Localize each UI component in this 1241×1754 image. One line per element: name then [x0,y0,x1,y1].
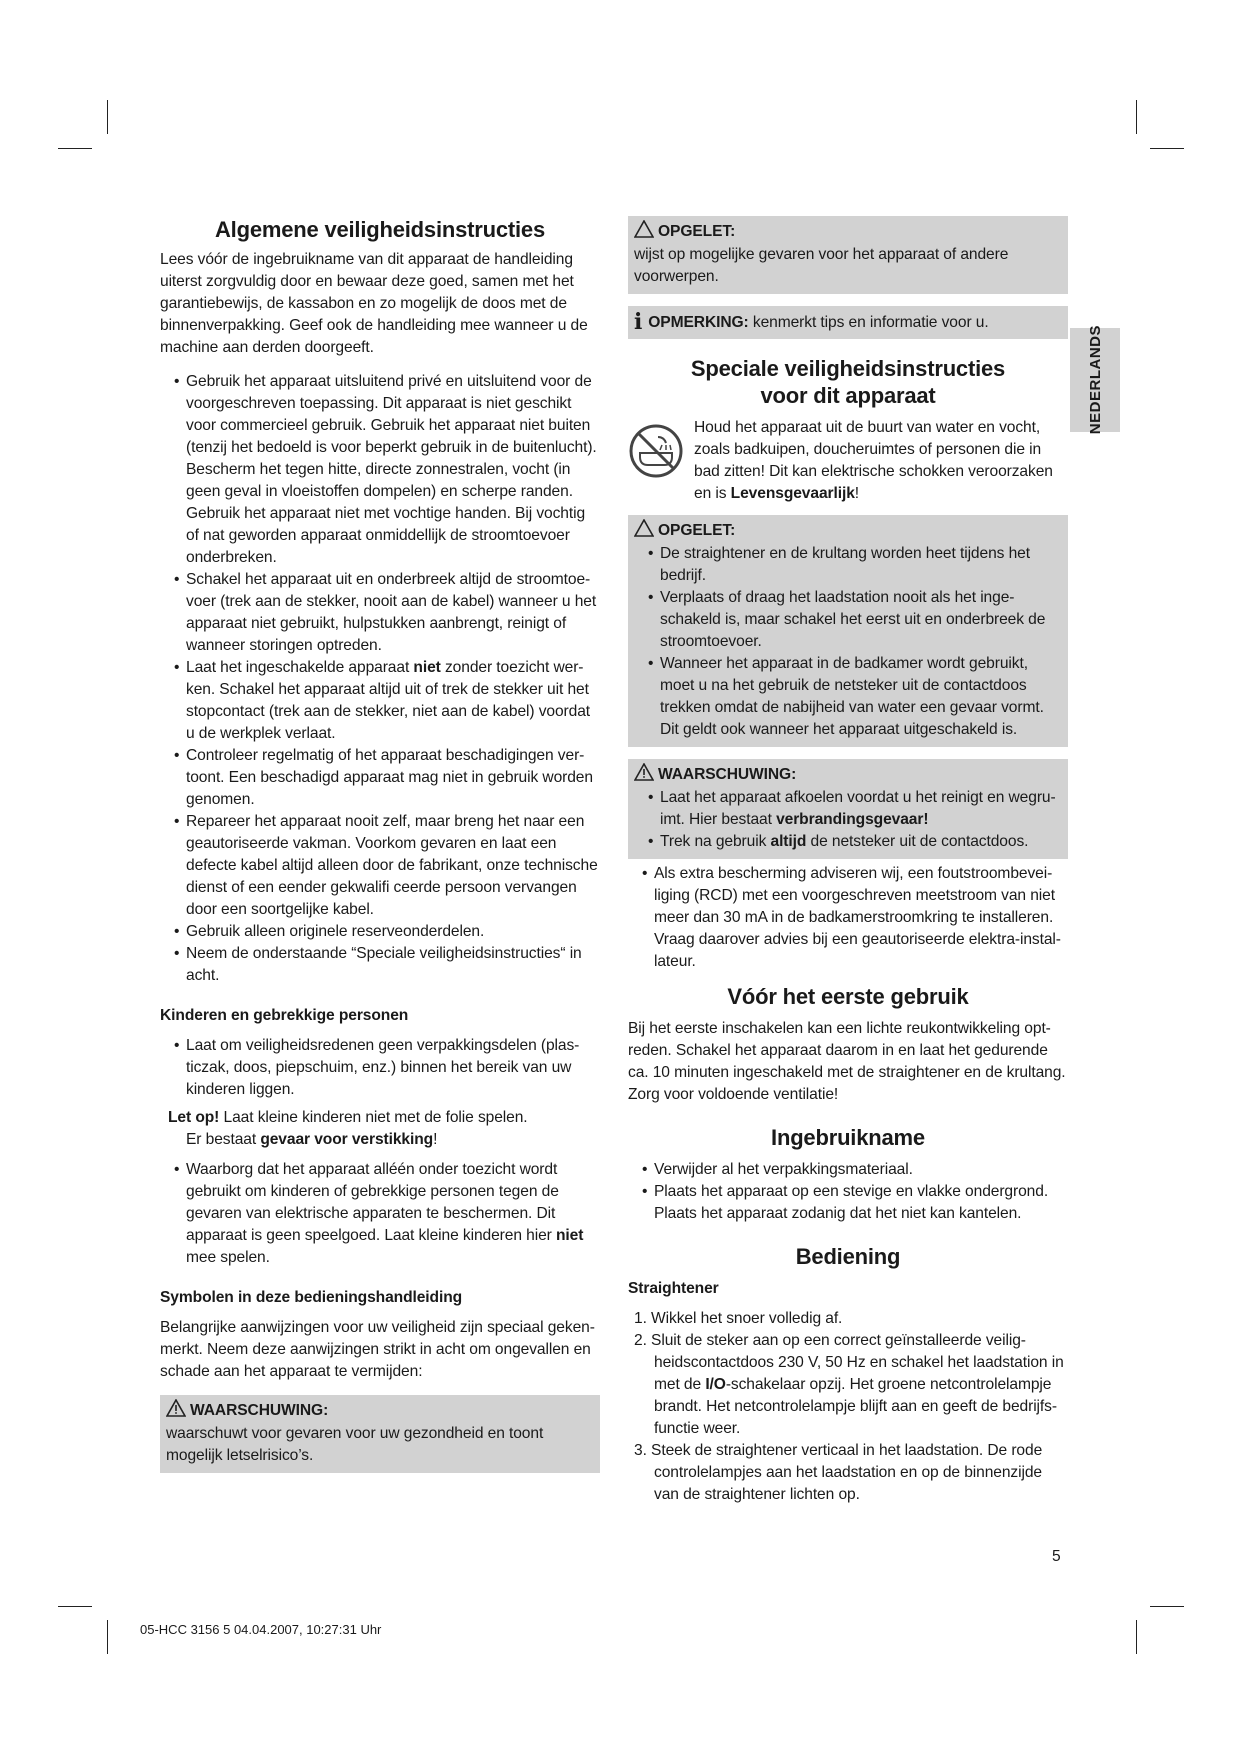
commissioning-list [628,1159,1068,1225]
crop-mark [1136,100,1137,134]
warning-title: WAARSCHUWING: [658,766,797,783]
children-list-2 [160,1159,600,1269]
language-label: NEDERLANDS [1086,325,1104,435]
warning-triangle-icon [634,763,654,781]
caution-title: OPGELET: [658,522,736,539]
general-safety-list [160,371,600,987]
warning-triangle-icon [166,1399,186,1417]
caution-box-2 [628,515,1068,747]
list-item: • Gebruik alleen originele reserveonderdelen. [160,921,600,943]
warning-box [160,1395,600,1473]
list-item: • Laat het apparaat afkoelen voordat u het reinigt en wegru-imt. Hier bestaat verbrandingsgevaar! [634,787,1062,831]
water-warning [628,417,1068,505]
page-number: 5 [1052,1548,1061,1565]
note-label: OPMERKING: [648,314,749,331]
caution-box [628,216,1068,294]
crop-mark [58,1606,92,1607]
warning-text: waarschuwt voor gevaren voor uw gezondheid en toont mogelijk letselrisico’s. [166,1425,544,1464]
subheading-symbols: Symbolen in deze bedieningshandleiding [160,1289,463,1306]
crop-mark [1136,1620,1137,1654]
water-warning-text: Houd het apparaat uit de buurt van water en vocht, zoals badkuipen, doucheruimtes of personen die in bad zitten! Dit kan elektrische schokken veroorzaken en is Levensgevaarlijk! [694,419,1053,502]
operation-steps [628,1308,1068,1506]
caution-list [634,543,1062,741]
warning-title: WAARSCHUWING: [190,1402,329,1419]
let-op-note: Let op! Laat kleine kinderen niet met de folie spelen. Er bestaat gevaar voor verstikking! [168,1109,528,1148]
no-water-bath-icon [628,423,684,479]
list-item: • Laat om veiligheidsredenen geen verpakkingsdelen (plas-ticzak, doos, piepschuim, enz.) binnen het bereik van uw kinderen liggen. [160,1035,600,1101]
list-item: • Verwijder al het verpakkingsmateriaal. [628,1159,1068,1181]
list-item: • Als extra bescherming adviseren wij, een foutstroombevei-liging (RCD) met een voorgeschreven meetstroom van niet meer dan 30 mA in de badkamerstroomkring te installeren. Vraag daarover advies bij een geautoriseerde elektra-instal-lateur. [628,863,1068,973]
section-title-general-safety: Algemene veiligheidsinstructies [214,217,546,242]
crop-mark [58,148,92,149]
note-box [628,306,1068,339]
first-use-paragraph: Bij het eerste inschakelen kan een lichte reukontwikkeling opt-reden. Schakel het apparaat daarom in en laat het gedurende ca. 10 minuten ingeschakeld met de straightener en de krultang. Zorg voor voldoende ventilatie! [628,1020,1066,1103]
list-item: • Verplaats of draag het laadstation nooit als het inge-schakeld is, maar schakel het eerst uit en onderbreek de stroomtoevoer. [634,587,1062,653]
list-item: • Repareer het apparaat nooit zelf, maar breng het naar een geautoriseerde vakman. Voorkom gevaren en laat een defecte kabel altijd alleen door de fabrikant, onze technische dienst of een eender gekwalifi ceerde persoon vervangen door een soortgelijke kabel. [160,811,600,921]
print-footer: 05-HCC 3156 5 04.04.2007, 10:27:31 Uhr [140,1622,382,1637]
warning-box-2 [628,759,1068,859]
symbols-paragraph: Belangrijke aanwijzingen voor uw veiligheid zijn speciaal geken-merkt. Neem deze aanwijzingen strikt in acht om ongevallen en schade aan het apparaat te vermijden: [160,1319,595,1380]
intro-paragraph: Lees vóór de ingebruikname van dit apparaat de handleiding uiterst zorgvuldig door en bewaar deze goed, samen met het garantiebewijs, de kassabon en zo mogelijk de doos met de binnenverpakking. Geef ook de handleiding mee wanneer u de machine aan derden doorgeeft. [160,251,588,356]
list-item: • Neem de onderstaande “Speciale veiligheidsinstructies“ in acht. [160,943,600,987]
left-column [160,216,600,1473]
caution-title: OPGELET: [658,223,736,240]
list-item: 2. Sluit de steker aan op een correct geïnstalleerde veilig-heidscontactdoos 230 V, 50 Hz en schakel het laadstation in met de I/O-schakelaar opzij. Het groene netcontrolelampje brandt. Het netcontrolelampje blijft aan en geeft de bedrijfs-functie weer. [634,1332,1064,1437]
section-title-commissioning: Ingebruikname [771,1125,925,1150]
note-text: kenmerkt tips en informatie voor u. [748,314,989,331]
list-item: • Trek na gebruik altijd de netsteker uit de contactdoos. [634,831,1062,853]
caution-text: wijst op mogelijke gevaren voor het apparaat of andere voorwerpen. [634,246,1009,285]
subheading-straightener: Straightener [628,1280,719,1297]
caution-triangle-icon [634,519,654,537]
children-list [160,1035,600,1101]
list-item: • Controleer regelmatig of het apparaat beschadigingen ver-toont. Een beschadigd apparaat mag niet in gebruik worden genomen. [160,745,600,811]
info-icon: i [634,309,643,335]
subheading-children: Kinderen en gebrekkige personen [160,1007,409,1024]
language-side-tab [1070,325,1120,435]
list-item: • Gebruik het apparaat uitsluitend privé en uitsluitend voor de voorgeschreven toepassing. Dit apparaat is niet geschikt voor commercieel gebruik. Gebruik het apparaat niet buiten (tenzij het bedoeld is voor beperkt gebruik in de buitenlucht). Bescherm het tegen hitte, directe zonnestralen, vocht (in geen geval in vloeistoffen dompelen) en scherpe randen. Gebruik het apparaat niet met vochtige handen. Bij vochtig of nat geworden apparaat onmiddellijk de stroomtoevoer onderbreken. [160,371,600,569]
list-item: 3. Steek de straightener verticaal in het laadstation. De rode controlelampjes aan het laadstation en op de binnenzijde van de straightener lichten op. [634,1442,1043,1503]
list-item: • Schakel het apparaat uit en onderbreek altijd de stroomtoe-voer (trek aan de stekker, nooit aan de kabel) wanneer u het apparaat niet gebruikt, hulpstukken aanbrengt, reinigt of wanneer storingen optreden. [160,569,600,657]
right-column [628,216,1068,1506]
crop-mark [1150,148,1184,149]
crop-mark [1150,1606,1184,1607]
section-title-special-safety-1: Speciale veiligheidsinstructies [690,356,1006,381]
caution-triangle-icon [634,220,654,238]
crop-mark [107,1620,108,1654]
list-item: • De straightener en de krultang worden heet tijdens het bedrijf. [634,543,1062,587]
rcd-list [628,863,1068,973]
crop-mark [107,100,108,134]
section-title-special-safety-2: voor dit apparaat [760,383,936,408]
section-title-operation: Bediening [795,1244,901,1269]
list-item: 1. Wikkel het snoer volledig af. [634,1310,843,1327]
warning-list [634,787,1062,853]
list-item: • Laat het ingeschakelde apparaat niet zonder toezicht wer-ken. Schakel het apparaat altijd uit of trek de stekker uit het stopcontact (trek aan de stekker, niet aan de kabel) voordat u de werkplek verlaat. [160,657,600,745]
list-item: • Waarborg dat het apparaat alléén onder toezicht wordt gebruikt om kinderen of gebrekkige personen tegen de gevaren van elektrische apparaten te beschermen. Dit apparaat is geen speelgoed. Laat kleine kinderen hier niet mee spelen. [160,1159,600,1269]
list-item: • Plaats het apparaat op een stevige en vlakke ondergrond. Plaats het apparaat zodanig dat het niet kan kantelen. [628,1181,1068,1225]
list-item: • Wanneer het apparaat in de badkamer wordt gebruikt, moet u na het gebruik de netsteker uit de contactdoos trekken omdat de nabijheid van water een gevaar vormt. Dit geldt ook wanneer het apparaat uitgeschakeld is. [634,653,1062,741]
section-title-first-use: Vóór het eerste gebruik [727,984,969,1009]
